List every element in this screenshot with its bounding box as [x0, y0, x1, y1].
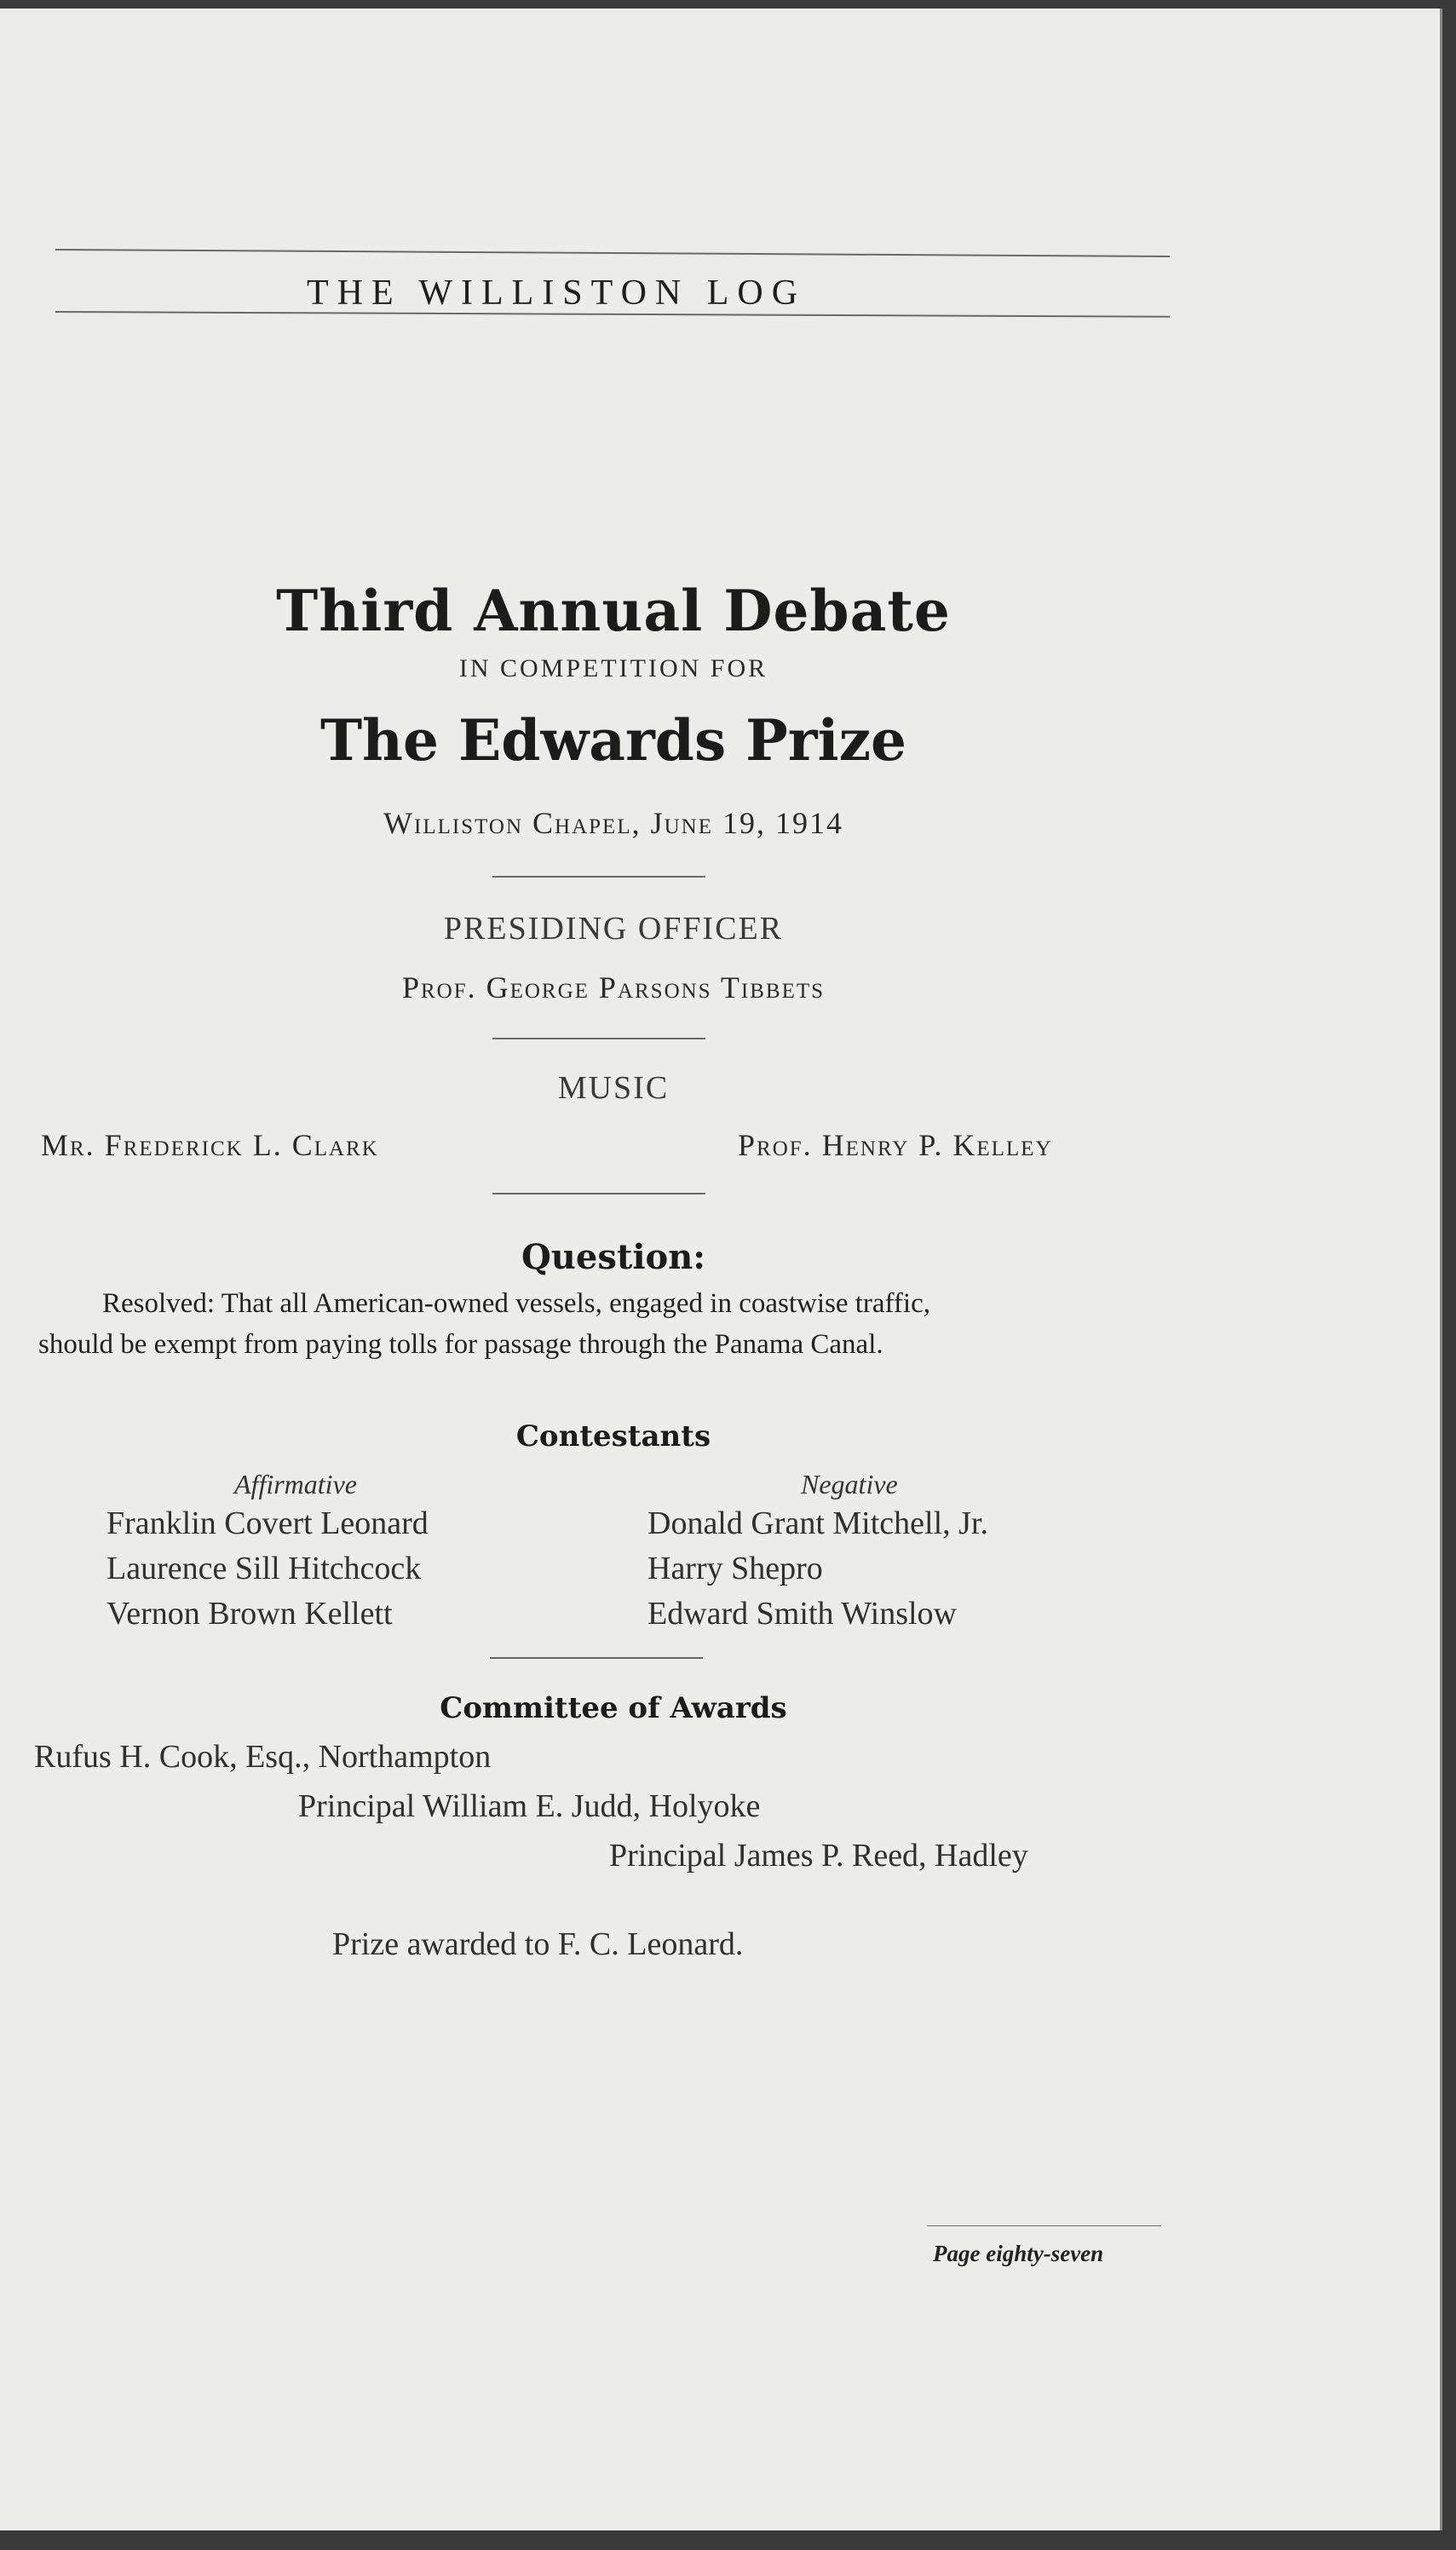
committee-member: Rufus H. Cook, Esq., Northampton: [34, 1739, 492, 1775]
affirmative-label: Affirmative: [234, 1469, 357, 1499]
competition-label: IN COMPETITION FOR: [458, 654, 768, 682]
prize-name: The Edwards Prize: [319, 707, 907, 774]
contestant-name: Edward Smith Winslow: [647, 1596, 957, 1632]
document-page: [0, 9, 1442, 2530]
negative-label: Negative: [801, 1469, 898, 1499]
committee-member: Principal William E. Judd, Holyoke: [298, 1788, 761, 1824]
venue-date: Williston Chapel, June 19, 1914: [383, 806, 843, 840]
divider: [490, 1657, 703, 1659]
contestant-name: Harry Shepro: [647, 1551, 823, 1586]
event-title: Third Annual Debate: [276, 578, 951, 644]
presiding-officer-label: PRESIDING OFFICER: [443, 911, 784, 947]
page-number: Page eighty-seven: [933, 2241, 1104, 2266]
committee-heading: Committee of Awards: [440, 1691, 787, 1725]
question-heading: Question:: [521, 1237, 706, 1277]
question-line: should be exempt from paying tolls for passage through the Panama Canal.: [38, 1329, 883, 1360]
divider: [492, 876, 705, 878]
question-text: [38, 1283, 1171, 1365]
presiding-officer-name: Prof. George Parsons Tibbets: [401, 970, 826, 1004]
contestant-name: Donald Grant Mitchell, Jr.: [647, 1505, 988, 1541]
running-head: THE WILLISTON LOG: [307, 273, 807, 313]
negative-column: [647, 1467, 988, 1637]
divider: [492, 1038, 705, 1039]
music-performer-left: Mr. Frederick L. Clark: [41, 1128, 379, 1162]
contestant-name: Vernon Brown Kellett: [106, 1596, 393, 1632]
contestant-name: Laurence Sill Hitchcock: [106, 1551, 422, 1586]
header-top-rule: [55, 249, 1170, 257]
contestant-name: Franklin Covert Leonard: [106, 1505, 429, 1541]
divider: [492, 1193, 705, 1194]
contestants-heading: Contestants: [515, 1419, 711, 1453]
question-line: Resolved: That all American-owned vessels, engaged in coastwise traffic,: [102, 1288, 930, 1319]
prize-awarded: Prize awarded to F. C. Leonard.: [332, 1926, 744, 1962]
committee-member: Principal James P. Reed, Hadley: [609, 1838, 1028, 1874]
affirmative-column: [106, 1467, 429, 1637]
music-label: MUSIC: [557, 1070, 670, 1106]
music-performer-right: Prof. Henry P. Kelley: [738, 1128, 1053, 1162]
folio-rule: [927, 2225, 1161, 2226]
